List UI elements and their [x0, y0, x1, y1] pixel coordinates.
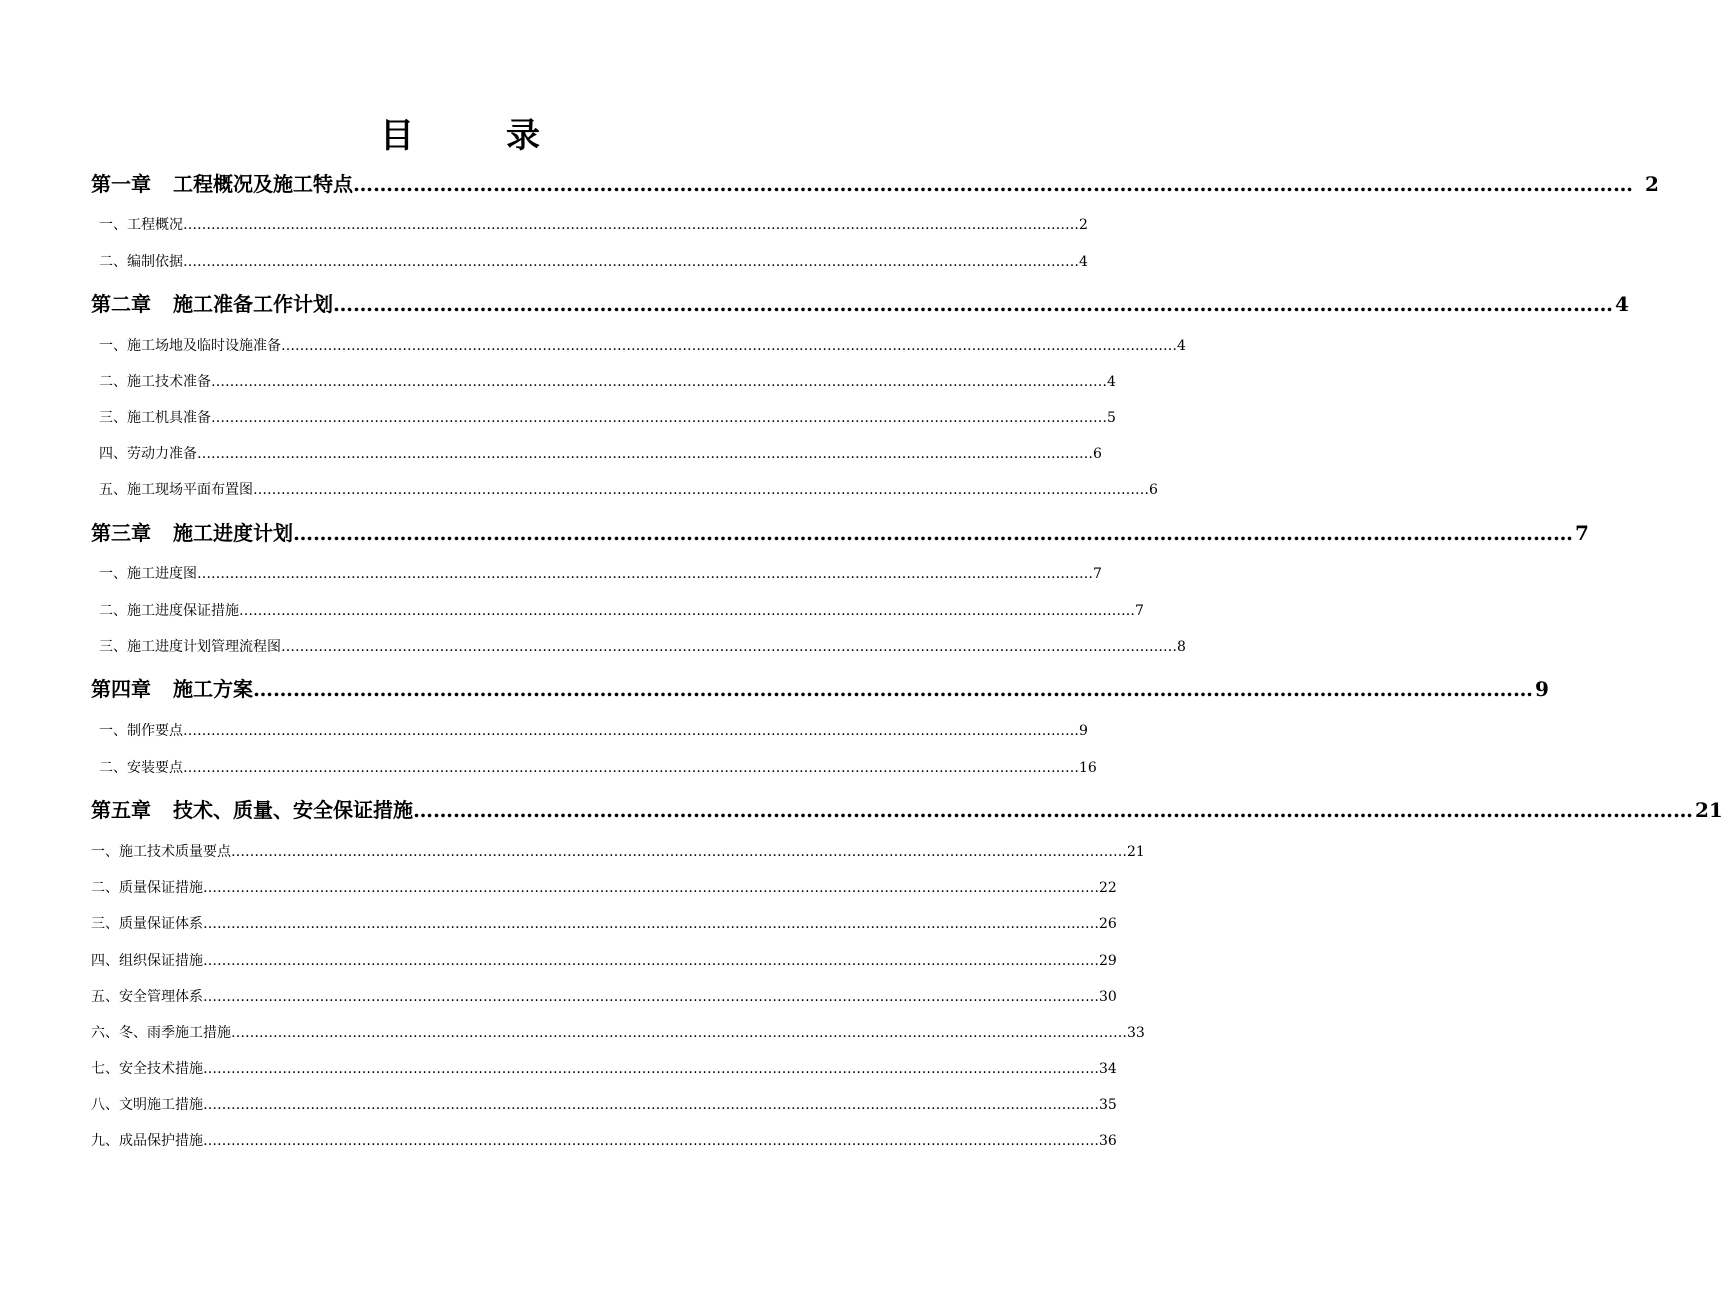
page-number: 4	[1079, 254, 1088, 270]
dot-leader: …………………………………………………………………………………………………………………………………………………………………………	[231, 1025, 1127, 1041]
section-title: 三、质量保证体系	[91, 916, 203, 932]
section-title: 八、文明施工措施	[91, 1097, 203, 1113]
page-number: 5	[1107, 410, 1116, 426]
toc-section[interactable]	[99, 336, 1186, 356]
section-title: 一、制作要点	[99, 723, 183, 739]
page-number: 7	[1093, 566, 1102, 582]
section-title: 二、编制依据	[99, 254, 183, 270]
page-number: 22	[1099, 880, 1117, 896]
toc-section[interactable]	[99, 637, 1186, 657]
page-number: 2	[1645, 172, 1659, 196]
page-number: 21	[1127, 844, 1145, 860]
section-title: 二、质量保证措施	[91, 880, 203, 896]
toc-section[interactable]	[91, 1059, 1117, 1079]
dot-leader: …………………………………………………………………………………………………………………………………………………………………………	[333, 292, 1613, 316]
page-number: 16	[1079, 760, 1097, 776]
toc-section[interactable]	[91, 914, 1117, 934]
dot-leader: …………………………………………………………………………………………………………………………………………………………………………	[203, 1133, 1099, 1149]
page-number: 36	[1099, 1133, 1117, 1149]
toc-chapter-4[interactable]	[91, 675, 1549, 703]
section-title: 五、施工现场平面布置图	[99, 482, 253, 498]
toc-chapter-5[interactable]	[91, 796, 1723, 824]
toc-section[interactable]	[91, 1131, 1117, 1151]
chapter-title: 施工方案	[173, 677, 253, 701]
dot-leader: …………………………………………………………………………………………………………………………………………………………………………	[183, 254, 1079, 270]
chapter-title: 施工准备工作计划	[173, 292, 333, 316]
section-title: 三、施工机具准备	[99, 410, 211, 426]
page-title	[0, 112, 920, 160]
toc-section[interactable]	[91, 1023, 1145, 1043]
dot-leader: …………………………………………………………………………………………………………………………………………………………………………	[353, 172, 1633, 196]
page-number: 33	[1127, 1025, 1145, 1041]
page-number: 6	[1149, 482, 1158, 498]
chapter-number: 第三章	[91, 521, 151, 545]
dot-leader: …………………………………………………………………………………………………………………………………………………………………………	[231, 844, 1127, 860]
dot-leader: …………………………………………………………………………………………………………………………………………………………………………	[253, 482, 1149, 498]
page-number: 6	[1093, 446, 1102, 462]
toc-section[interactable]	[91, 951, 1117, 971]
section-title: 五、安全管理体系	[91, 989, 203, 1005]
dot-leader: …………………………………………………………………………………………………………………………………………………………………………	[203, 1061, 1099, 1077]
chapter-number: 第四章	[91, 677, 151, 701]
page-number: 2	[1079, 217, 1088, 233]
page-number: 7	[1575, 521, 1589, 545]
dot-leader: …………………………………………………………………………………………………………………………………………………………………………	[413, 798, 1693, 822]
page-number: 4	[1177, 338, 1186, 354]
toc-chapter-1[interactable]	[91, 170, 1659, 198]
dot-leader: …………………………………………………………………………………………………………………………………………………………………………	[183, 723, 1079, 739]
toc-chapter-2[interactable]	[91, 290, 1629, 318]
page-number: 8	[1177, 639, 1186, 655]
dot-leader: …………………………………………………………………………………………………………………………………………………………………………	[183, 217, 1079, 233]
section-title: 一、施工进度图	[99, 566, 197, 582]
toc-section[interactable]	[99, 480, 1158, 500]
section-title: 九、成品保护措施	[91, 1133, 203, 1149]
dot-leader: …………………………………………………………………………………………………………………………………………………………………………	[239, 603, 1135, 619]
dot-leader: …………………………………………………………………………………………………………………………………………………………………………	[203, 916, 1099, 932]
toc-section[interactable]	[99, 721, 1088, 741]
dot-leader: …………………………………………………………………………………………………………………………………………………………………………	[197, 446, 1093, 462]
section-title: 二、施工进度保证措施	[99, 603, 239, 619]
toc-section[interactable]	[99, 444, 1102, 464]
page-number: 9	[1079, 723, 1088, 739]
toc-section[interactable]	[91, 1095, 1117, 1115]
dot-leader: …………………………………………………………………………………………………………………………………………………………………………	[183, 760, 1079, 776]
chapter-title: 技术、质量、安全保证措施	[173, 798, 413, 822]
toc-section[interactable]	[99, 252, 1088, 272]
dot-leader: …………………………………………………………………………………………………………………………………………………………………………	[211, 410, 1107, 426]
section-title: 二、安装要点	[99, 760, 183, 776]
section-title: 二、施工技术准备	[99, 374, 211, 390]
section-title: 四、劳动力准备	[99, 446, 197, 462]
toc-section[interactable]	[99, 408, 1116, 428]
dot-leader: …………………………………………………………………………………………………………………………………………………………………………	[253, 677, 1533, 701]
page-number: 26	[1099, 916, 1117, 932]
section-title: 三、施工进度计划管理流程图	[99, 639, 281, 655]
dot-leader: …………………………………………………………………………………………………………………………………………………………………………	[293, 521, 1573, 545]
page-number: 4	[1107, 374, 1116, 390]
toc-section[interactable]	[91, 987, 1117, 1007]
section-title: 一、施工技术质量要点	[91, 844, 231, 860]
section-title: 一、施工场地及临时设施准备	[99, 338, 281, 354]
page-number: 29	[1099, 953, 1117, 969]
dot-leader: …………………………………………………………………………………………………………………………………………………………………………	[281, 639, 1177, 655]
page-number: 21	[1695, 798, 1723, 822]
page-number: 7	[1135, 603, 1144, 619]
toc-section[interactable]	[99, 758, 1097, 778]
page-number: 35	[1099, 1097, 1117, 1113]
page-number: 9	[1535, 677, 1549, 701]
chapter-number: 第二章	[91, 292, 151, 316]
toc-chapter-3[interactable]	[91, 519, 1589, 547]
dot-leader: …………………………………………………………………………………………………………………………………………………………………………	[203, 953, 1099, 969]
dot-leader: …………………………………………………………………………………………………………………………………………………………………………	[203, 1097, 1099, 1113]
toc-section[interactable]	[99, 564, 1102, 584]
toc-section[interactable]	[91, 878, 1117, 898]
toc-section[interactable]	[99, 372, 1116, 392]
section-title: 一、工程概况	[99, 217, 183, 233]
page-number: 4	[1615, 292, 1629, 316]
toc-section[interactable]	[99, 601, 1144, 621]
title-char-2: 录	[506, 116, 540, 156]
toc-section[interactable]	[99, 215, 1088, 235]
dot-leader: …………………………………………………………………………………………………………………………………………………………………………	[203, 880, 1099, 896]
section-title: 六、冬、雨季施工措施	[91, 1025, 231, 1041]
title-char-1: 目	[380, 116, 414, 156]
section-title: 七、安全技术措施	[91, 1061, 203, 1077]
toc-section[interactable]	[91, 842, 1145, 862]
section-title: 四、组织保证措施	[91, 953, 203, 969]
dot-leader: …………………………………………………………………………………………………………………………………………………………………………	[211, 374, 1107, 390]
chapter-title: 施工进度计划	[173, 521, 293, 545]
chapter-title: 工程概况及施工特点	[173, 172, 353, 196]
dot-leader: …………………………………………………………………………………………………………………………………………………………………………	[203, 989, 1099, 1005]
dot-leader: …………………………………………………………………………………………………………………………………………………………………………	[197, 566, 1093, 582]
chapter-number: 第一章	[91, 172, 151, 196]
dot-leader: …………………………………………………………………………………………………………………………………………………………………………	[281, 338, 1177, 354]
chapter-number: 第五章	[91, 798, 151, 822]
page-number: 30	[1099, 989, 1117, 1005]
page-number: 34	[1099, 1061, 1117, 1077]
